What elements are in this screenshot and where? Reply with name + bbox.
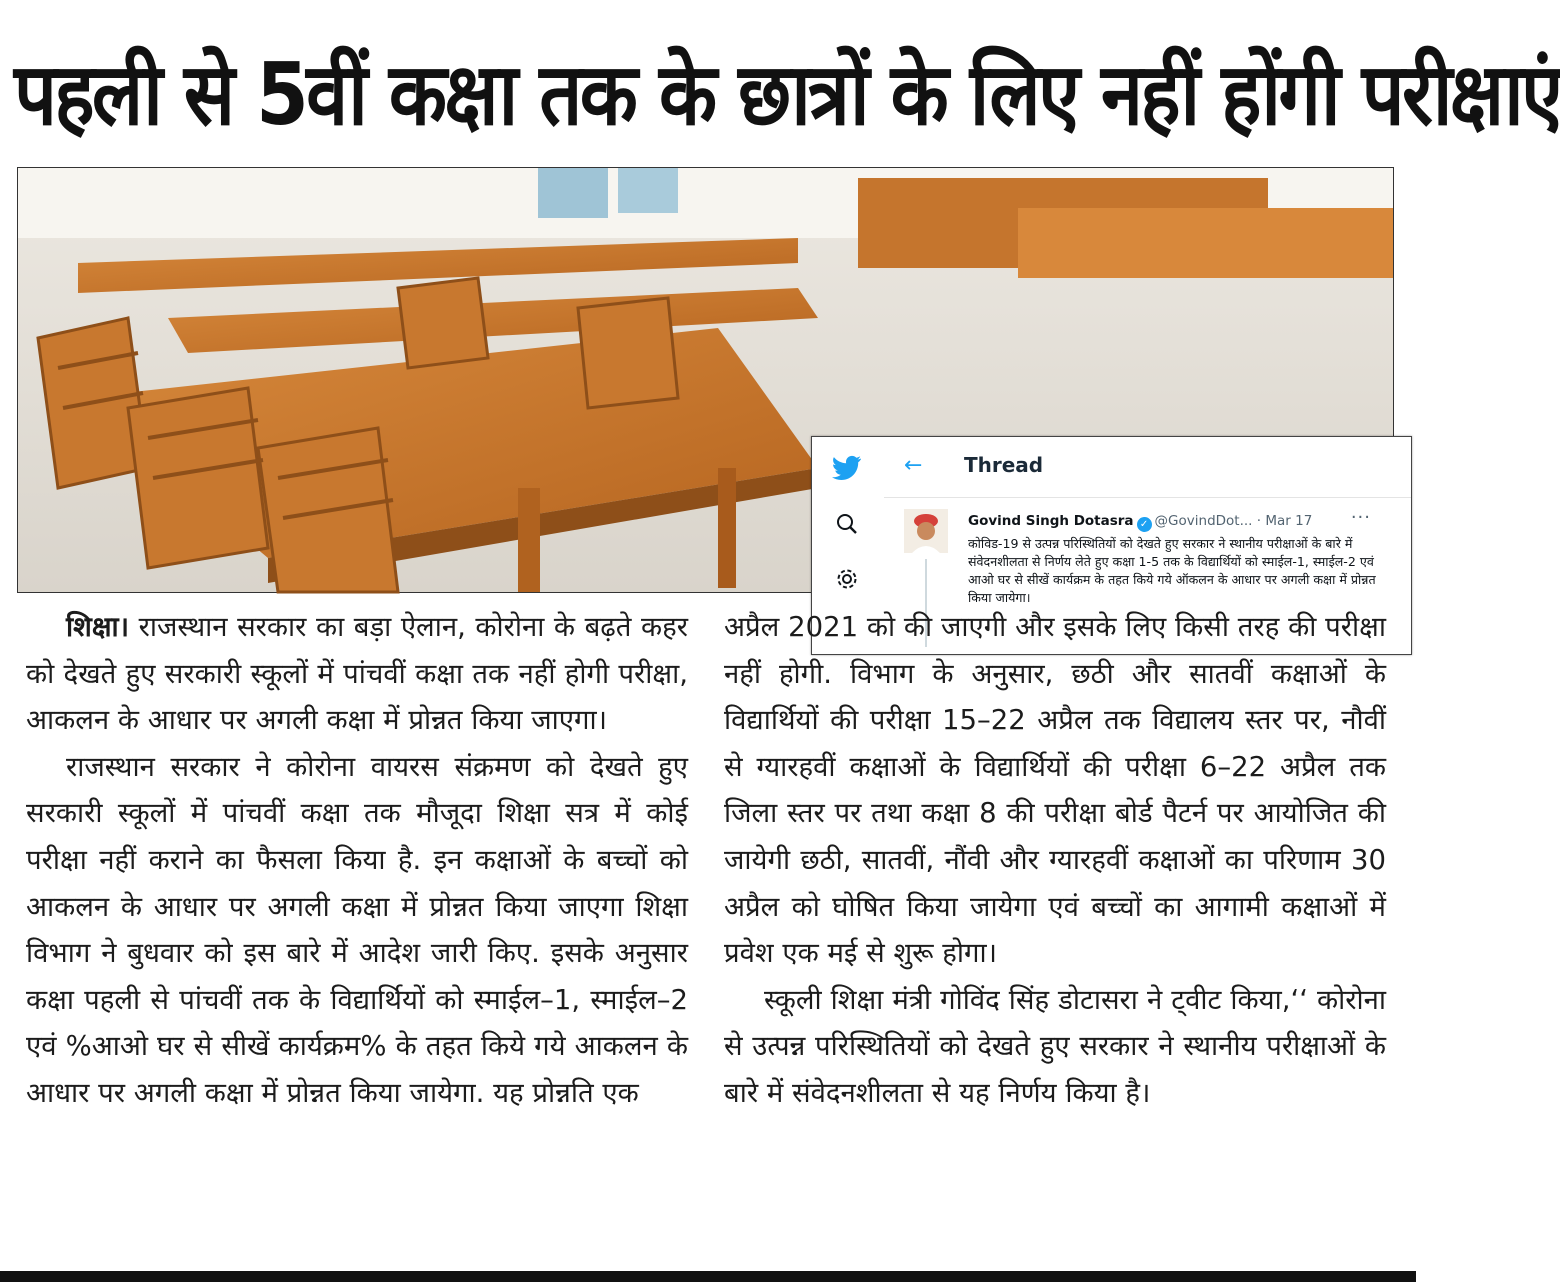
article-paragraph-2: राजस्थान सरकार ने कोरोना वायरस संक्रमण को देखते हुए सरकारी स्कूलों में पांचवीं कक्षा तक मौजूदा शिक्षा सत्र में कोई परीक्षा नहीं कराने का फैसला किया है. इन कक्षाओं के बच्चों को आकलन के आधार पर अगली कक्षा में प्रोन्नत किया जाएगा शिक्षा विभाग ने बुधवार को इस बारे में आदेश जारी किए. इसके अनुसार कक्षा पहली से पांचवीं तक के विद्यार्थियों को स्माईल–1, स्माईल–2 एवं %आओ घर से सीखें कार्यक्रम% के तहत किये गये आकलन के आधार पर अगली कक्षा में प्रोन्नत किया जायेगा. यह प्रोन्नति एक <box>26 750 688 1109</box>
verified-badge-icon: ✓ <box>1137 517 1152 532</box>
search-icon[interactable] <box>830 507 864 541</box>
headline: पहली से 5वीं कक्षा तक के छात्रों के लिए नहीं होंगी परीक्षाएं <box>14 45 1560 145</box>
thread-header <box>884 437 1411 498</box>
bottom-rule <box>0 1271 1416 1282</box>
tweet-meta <box>968 513 1312 532</box>
tweet-text: कोविड-19 से उत्पन्न परिस्थितियों को देखते हुए सरकार ने स्थानीय परीक्षाओं के बारे में संवेदनशीलता से निर्णय लेते हुए कक्षा 1-5 तक के विद्यार्थियों को स्माईल-1, स्माईल-2 एवं आओ घर से सीखें कार्यक्रम के तहत किये गये ऑकलन के आधार पर अगली कक्षा में प्रोन्नत किया जायेगा। <box>968 536 1376 605</box>
article-column-left <box>26 604 688 1117</box>
article-paragraph-3: अप्रैल 2021 को की जाएगी और इसके लिए किसी तरह की परीक्षा नहीं होगी. विभाग के अनुसार, छठी और सातवीं कक्षाओं के विद्यार्थियों की परीक्षा 15–22 अप्रैल तक विद्यालय स्तर पर, नौवीं से ग्यारहवीं कक्षाओं के विद्यार्थियों की परीक्षा 6–22 अप्रैल तक जिला स्तर पर तथा कक्षा 8 की परीक्षा बोर्ड पैटर्न पर आयोजित की जायेगी छठी, सातवीं, नौंवी और ग्यारहवीं कक्षाओं का परिणाम 30 अप्रैल को घोषित किया जायेगा एवं बच्चों का आगामी कक्षाओं में प्रवेश एक मई से शुरू होगा। <box>724 611 1386 970</box>
classroom-photo <box>17 167 1394 605</box>
article-paragraph-4: स्कूली शिक्षा मंत्री गोविंद सिंह डोटासरा ने ट्वीट किया,‘‘ कोरोना से उत्पन्न परिस्थितियों को देखते हुए सरकार ने स्थानीय परीक्षाओं के बारे में संवेदनशीलता से यह निर्णय किया है। <box>724 983 1386 1109</box>
avatar[interactable] <box>904 509 948 553</box>
thread-title: Thread <box>964 453 1044 477</box>
article-column-right <box>724 604 1386 1117</box>
twitter-bird-icon <box>830 451 864 485</box>
back-arrow-icon[interactable]: ← <box>904 453 923 478</box>
article-paragraph-1 <box>26 604 688 744</box>
paragraph-1-text: राजस्थान सरकार का बड़ा ऐलान, कोरोना के बढ़ते कहर को देखते हुए सरकारी स्कूलों में पांचवीं कक्षा तक नहीं होगी परीक्षा, आकलन के आधार पर अगली कक्षा में प्रोन्नत किया जाएगा। <box>26 611 688 737</box>
lead-word: शिक्षा। <box>66 611 130 643</box>
author-handle[interactable]: @GovindDot... <box>1154 513 1253 529</box>
author-name[interactable]: Govind Singh Dotasra <box>968 513 1134 529</box>
more-icon[interactable]: ··· <box>1350 507 1371 528</box>
gear-icon[interactable] <box>830 562 864 596</box>
tweet-date[interactable]: · Mar 17 <box>1256 513 1313 529</box>
